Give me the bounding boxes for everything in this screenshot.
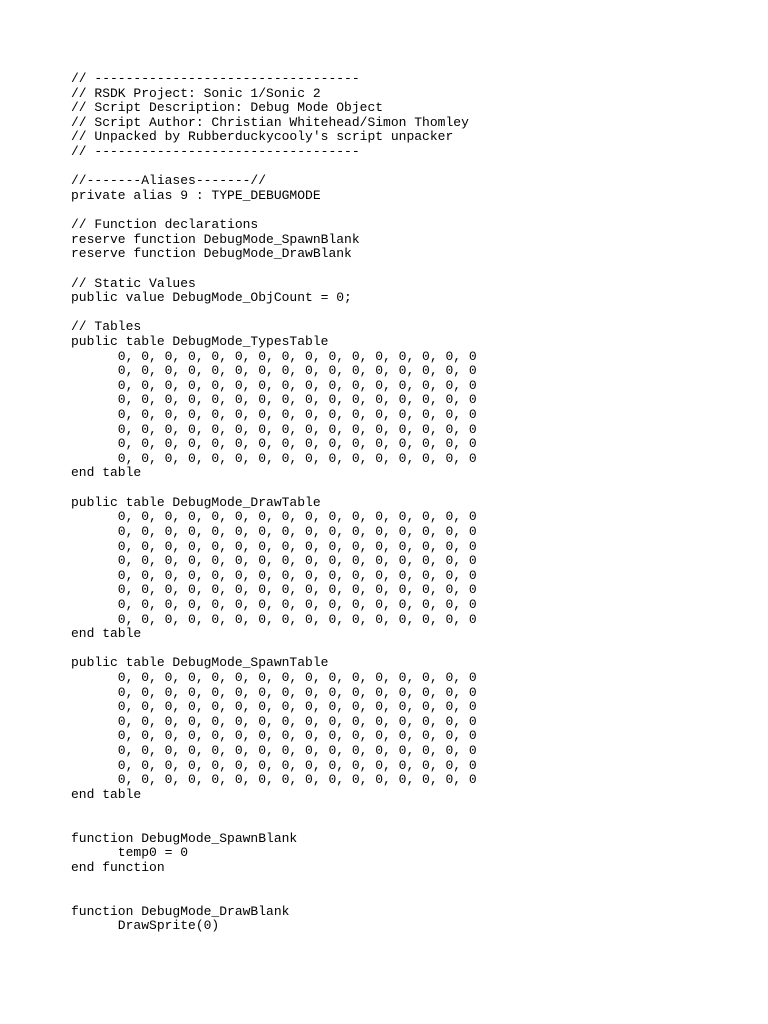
blank-line: [71, 802, 751, 817]
code-page: [71, 72, 751, 934]
types-table-header: public table DebugMode_TypesTable: [71, 333, 329, 349]
draw-table-row: 0, 0, 0, 0, 0, 0, 0, 0, 0, 0, 0, 0, 0, 0, 0, 0: [71, 509, 477, 525]
function-declarations-comment: // Function declarations: [71, 217, 259, 233]
script-source: [71, 72, 751, 934]
header-comment-line: // ----------------------------------: [71, 144, 360, 160]
header-comment-line: // Script Description: Debug Mode Object: [71, 100, 384, 116]
static-values-comment: // Static Values: [71, 275, 196, 291]
draw-table-row: 0, 0, 0, 0, 0, 0, 0, 0, 0, 0, 0, 0, 0, 0, 0, 0: [71, 553, 477, 569]
types-table-row: 0, 0, 0, 0, 0, 0, 0, 0, 0, 0, 0, 0, 0, 0, 0, 0: [71, 450, 477, 466]
types-table-row: 0, 0, 0, 0, 0, 0, 0, 0, 0, 0, 0, 0, 0, 0, 0, 0: [71, 363, 477, 379]
types-table-row: 0, 0, 0, 0, 0, 0, 0, 0, 0, 0, 0, 0, 0, 0, 0, 0: [71, 348, 477, 364]
function-declaration: reserve function DebugMode_DrawBlank: [71, 246, 352, 262]
types-table-footer: end table: [71, 465, 142, 481]
tables-comment: // Tables: [71, 319, 142, 335]
types-table-row: 0, 0, 0, 0, 0, 0, 0, 0, 0, 0, 0, 0, 0, 0, 0, 0: [71, 392, 477, 408]
types-table-row: 0, 0, 0, 0, 0, 0, 0, 0, 0, 0, 0, 0, 0, 0, 0, 0: [71, 421, 477, 437]
types-table-row: 0, 0, 0, 0, 0, 0, 0, 0, 0, 0, 0, 0, 0, 0, 0, 0: [71, 407, 477, 423]
alias-declaration: private alias 9 : TYPE_DEBUGMODE: [71, 187, 321, 203]
blank-line: [71, 306, 751, 321]
blank-line: [71, 262, 751, 277]
spawn-table-row: 0, 0, 0, 0, 0, 0, 0, 0, 0, 0, 0, 0, 0, 0, 0, 0: [71, 669, 477, 685]
blank-line: [71, 890, 751, 905]
types-table-row: 0, 0, 0, 0, 0, 0, 0, 0, 0, 0, 0, 0, 0, 0, 0, 0: [71, 377, 477, 393]
spawn-function-end: end function: [71, 859, 165, 875]
blank-line: [71, 642, 751, 657]
aliases-comment: //-------Aliases-------//: [71, 173, 267, 189]
header-comment-line: // Unpacked by Rubberduckycooly's script unpacker: [71, 129, 454, 145]
blank-line: [71, 481, 751, 496]
draw-table-header: public table DebugMode_DrawTable: [71, 494, 321, 510]
static-value-declaration: public value DebugMode_ObjCount = 0;: [71, 290, 352, 306]
spawn-table-header: public table DebugMode_SpawnTable: [71, 655, 329, 671]
draw-table-row: 0, 0, 0, 0, 0, 0, 0, 0, 0, 0, 0, 0, 0, 0, 0, 0: [71, 596, 477, 612]
draw-table-footer: end table: [71, 626, 142, 642]
spawn-table-row: 0, 0, 0, 0, 0, 0, 0, 0, 0, 0, 0, 0, 0, 0, 0, 0: [71, 757, 477, 773]
draw-table-row: 0, 0, 0, 0, 0, 0, 0, 0, 0, 0, 0, 0, 0, 0, 0, 0: [71, 611, 477, 627]
blank-line: [71, 817, 751, 832]
draw-table-row: 0, 0, 0, 0, 0, 0, 0, 0, 0, 0, 0, 0, 0, 0, 0, 0: [71, 538, 477, 554]
spawn-table-row: 0, 0, 0, 0, 0, 0, 0, 0, 0, 0, 0, 0, 0, 0, 0, 0: [71, 743, 477, 759]
spawn-function-body: temp0 = 0: [71, 845, 189, 861]
draw-table-row: 0, 0, 0, 0, 0, 0, 0, 0, 0, 0, 0, 0, 0, 0, 0, 0: [71, 567, 477, 583]
header-comment-line: // Script Author: Christian Whitehead/Simon Thomley: [71, 114, 469, 130]
blank-line: [71, 160, 751, 175]
types-table-row: 0, 0, 0, 0, 0, 0, 0, 0, 0, 0, 0, 0, 0, 0, 0, 0: [71, 436, 477, 452]
spawn-table-row: 0, 0, 0, 0, 0, 0, 0, 0, 0, 0, 0, 0, 0, 0, 0, 0: [71, 699, 477, 715]
spawn-table-row: 0, 0, 0, 0, 0, 0, 0, 0, 0, 0, 0, 0, 0, 0, 0, 0: [71, 684, 477, 700]
header-comment-line: // ----------------------------------: [71, 71, 360, 86]
spawn-table-footer: end table: [71, 786, 142, 802]
blank-line: [71, 876, 751, 891]
spawn-table-row: 0, 0, 0, 0, 0, 0, 0, 0, 0, 0, 0, 0, 0, 0, 0, 0: [71, 713, 477, 729]
draw-function-body: DrawSprite(0): [71, 918, 220, 934]
spawn-table-row: 0, 0, 0, 0, 0, 0, 0, 0, 0, 0, 0, 0, 0, 0, 0, 0: [71, 772, 477, 788]
blank-line: [71, 203, 751, 218]
function-declaration: reserve function DebugMode_SpawnBlank: [71, 231, 360, 247]
spawn-table-row: 0, 0, 0, 0, 0, 0, 0, 0, 0, 0, 0, 0, 0, 0, 0, 0: [71, 728, 477, 744]
draw-table-row: 0, 0, 0, 0, 0, 0, 0, 0, 0, 0, 0, 0, 0, 0, 0, 0: [71, 523, 477, 539]
spawn-function-header: function DebugMode_SpawnBlank: [71, 830, 298, 846]
draw-function-header: function DebugMode_DrawBlank: [71, 903, 290, 919]
draw-table-row: 0, 0, 0, 0, 0, 0, 0, 0, 0, 0, 0, 0, 0, 0, 0, 0: [71, 582, 477, 598]
header-comment-line: // RSDK Project: Sonic 1/Sonic 2: [71, 85, 321, 101]
